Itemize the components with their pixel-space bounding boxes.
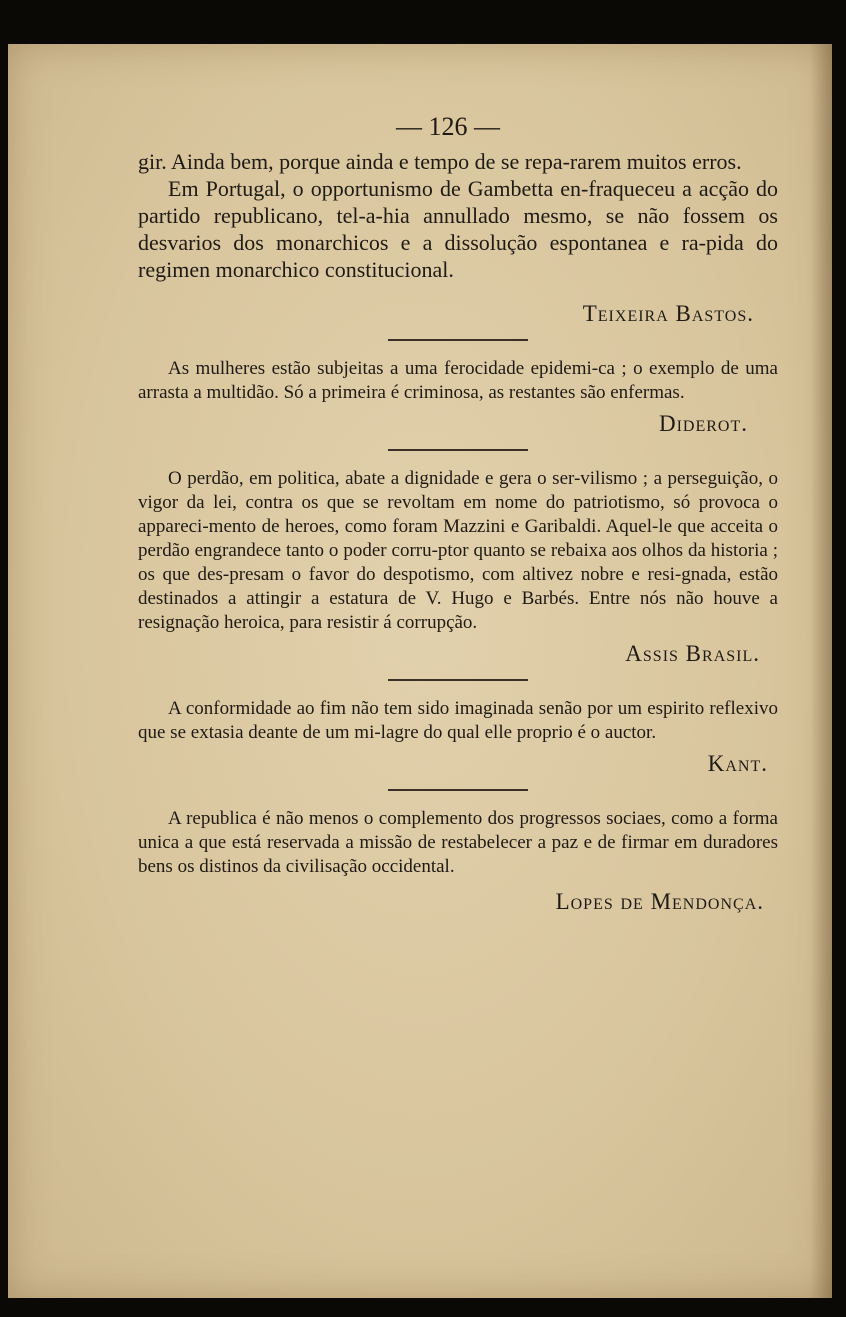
- quote-author: Lopes de Mendonça.: [555, 889, 764, 914]
- quote-text-continuation: gir. Ainda bem, porque ainda e tempo de se repa-rarem muitos erros.: [138, 149, 742, 174]
- quote-author: Diderot.: [658, 411, 748, 436]
- quote-text: O perdão, em politica, abate a dignidade e gera o ser-vilismo ; a perseguição, o vigor da lei, contra os que se revoltam em nome do patriotismo, só provoca o appareci-mento de heroes, como foram Mazzini e Garibaldi. Aquel-le que acceita o perdão engrandece tanto o poder corru-ptor quanto se rebaixa aos olhos da historia ; os que des-presam o favor do despotismo, com altivez nobre e resi-gnada, estão destinados a attingir a estatura de V. Hugo e Barbés. Entre nós não houve a resignação heroica, para resistir á corrupção.: [138, 468, 778, 633]
- page-number: — 126 —: [396, 112, 500, 141]
- section-divider: [388, 789, 528, 791]
- quote-text: A conformidade ao fim não tem sido imaginada senão por um espirito reflexivo que se extasia deante de um mi-lagre do qual elle proprio é o auctor.: [138, 698, 778, 743]
- quote-author: Assis Brasil.: [625, 641, 760, 666]
- page-content: [138, 112, 778, 915]
- quote-kant: [138, 697, 778, 777]
- quote-diderot: [138, 357, 778, 437]
- quote-author: Teixeira Bastos.: [582, 301, 754, 326]
- quote-author: Kant.: [707, 751, 768, 776]
- quote-teixeira-bastos: [138, 148, 778, 327]
- page-edge-shadow: [810, 44, 832, 1298]
- quote-assis-brasil: [138, 467, 778, 667]
- quote-lopes-de-mendonca: [138, 807, 778, 915]
- quote-text: As mulheres estão subjeitas a uma ferocidade epidemi-ca ; o exemplo de uma arrasta a multidão. Só a primeira é criminosa, as restantes são enfermas.: [138, 358, 778, 403]
- section-divider: [388, 449, 528, 451]
- book-page: [8, 44, 832, 1298]
- section-divider: [388, 339, 528, 341]
- quote-text: Em Portugal, o opportunismo de Gambetta en-fraqueceu a acção do partido republicano, tel-a-hia annullado mesmo, se não fossem os desvarios dos monarchicos e a dissolução espontanea e ra-pida do regimen monarchico constitucional.: [138, 176, 778, 282]
- quote-text: A republica é não menos o complemento dos progressos sociaes, como a forma unica a que está reservada a missão de restabelecer a paz e de firmar em duradores bens os distinos da civilisação occidental.: [138, 808, 778, 877]
- section-divider: [388, 679, 528, 681]
